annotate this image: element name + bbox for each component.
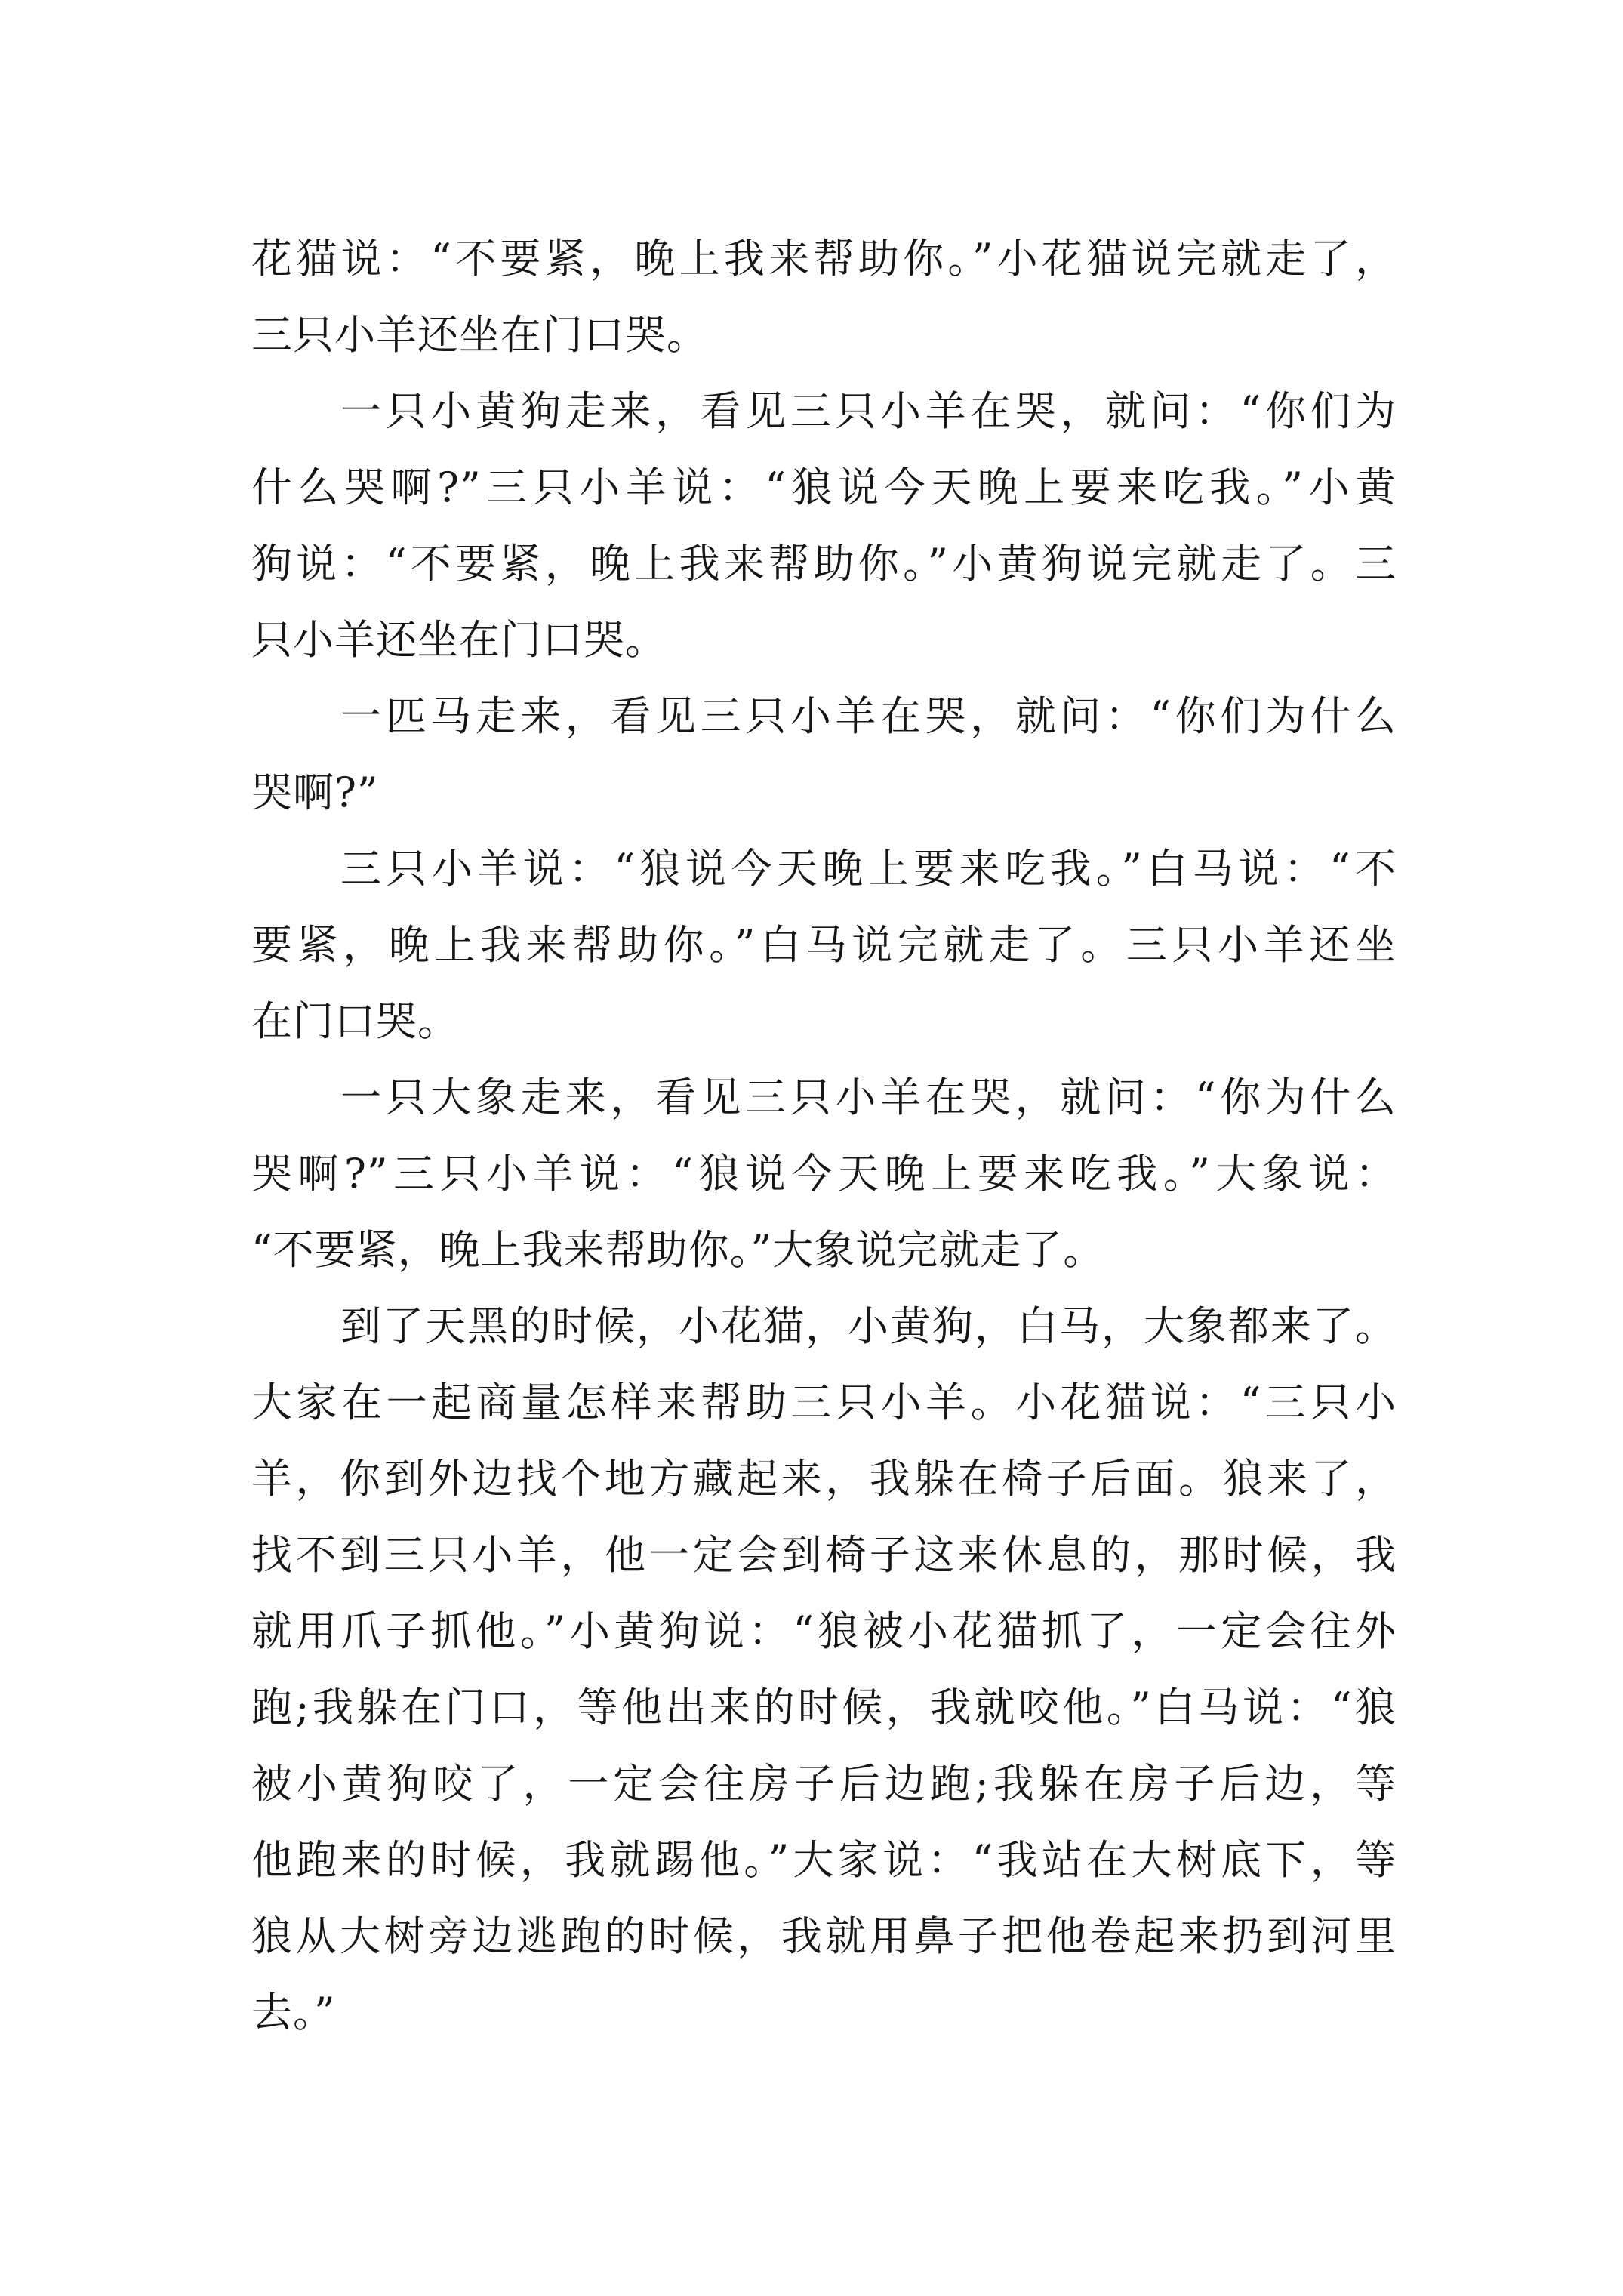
text-line: 大家在一起商量怎样来帮助三只小羊。小花猫说：“三只小 — [251, 1379, 1397, 1426]
text-line: 他跑来的时候，我就踢他。”大家说：“我站在大树底下，等 — [251, 1836, 1397, 1884]
paragraph — [251, 678, 1397, 831]
text-line: 哭啊?”三只小羊说：“狼说今天晚上要来吃我。”大象说： — [251, 1150, 1397, 1197]
paragraph — [251, 373, 1397, 678]
text-line: 被小黄狗咬了，一定会往房子后边跑;我躲在房子后边，等 — [251, 1760, 1397, 1808]
text-line: 什么哭啊?”三只小羊说：“狼说今天晚上要来吃我。”小黄 — [251, 464, 1397, 511]
text-line: 哭啊?” — [251, 769, 379, 816]
text-line: 只小羊还坐在门口哭。 — [251, 616, 667, 664]
text-line: 跑;我躲在门口，等他出来的时候，我就咬他。”白马说：“狼 — [251, 1684, 1397, 1731]
body-text — [251, 220, 1397, 2051]
text-line: 一只大象走来，看见三只小羊在哭，就问：“你为什么 — [340, 1074, 1397, 1121]
text-line: 狼从大树旁边逃跑的时候，我就用鼻子把他卷起来扔到河里 — [251, 1912, 1397, 1960]
text-line: 花猫说：“不要紧，晚上我来帮助你。”小花猫说完就走了， — [251, 235, 1397, 282]
paragraph — [251, 220, 1397, 373]
text-line: 三只小羊说：“狼说今天晚上要来吃我。”白马说：“不 — [340, 845, 1397, 892]
text-line: 狗说：“不要紧，晚上我来帮助你。”小黄狗说完就走了。三 — [251, 540, 1397, 587]
text-line: 三只小羊还坐在门口哭。 — [251, 311, 708, 359]
paragraph — [251, 1059, 1397, 1288]
text-line: 羊，你到外边找个地方藏起来，我躲在椅子后面。狼来了， — [251, 1455, 1397, 1502]
text-line: 要紧，晚上我来帮助你。”白马说完就走了。三只小羊还坐 — [251, 921, 1397, 969]
text-line: 就用爪子抓他。”小黄狗说：“狼被小花猫抓了，一定会往外 — [251, 1607, 1397, 1655]
text-line: 找不到三只小羊，他一定会到椅子这来休息的，那时候，我 — [251, 1531, 1397, 1579]
text-line: 一只小黄狗走来，看见三只小羊在哭，就问：“你们为 — [340, 387, 1397, 435]
text-line: 去。” — [251, 1989, 336, 2036]
paragraph — [251, 831, 1397, 1059]
text-line: 在门口哭。 — [251, 997, 459, 1045]
text-line: “不要紧，晚上我来帮助你。”大象说完就走了。 — [251, 1226, 1105, 1274]
text-line: 一匹马走来，看见三只小羊在哭，就问：“你们为什么 — [340, 692, 1397, 740]
text-line: 到了天黑的时候，小花猫，小黄狗，白马，大象都来了。 — [340, 1302, 1397, 1350]
paragraph — [251, 1288, 1397, 2051]
